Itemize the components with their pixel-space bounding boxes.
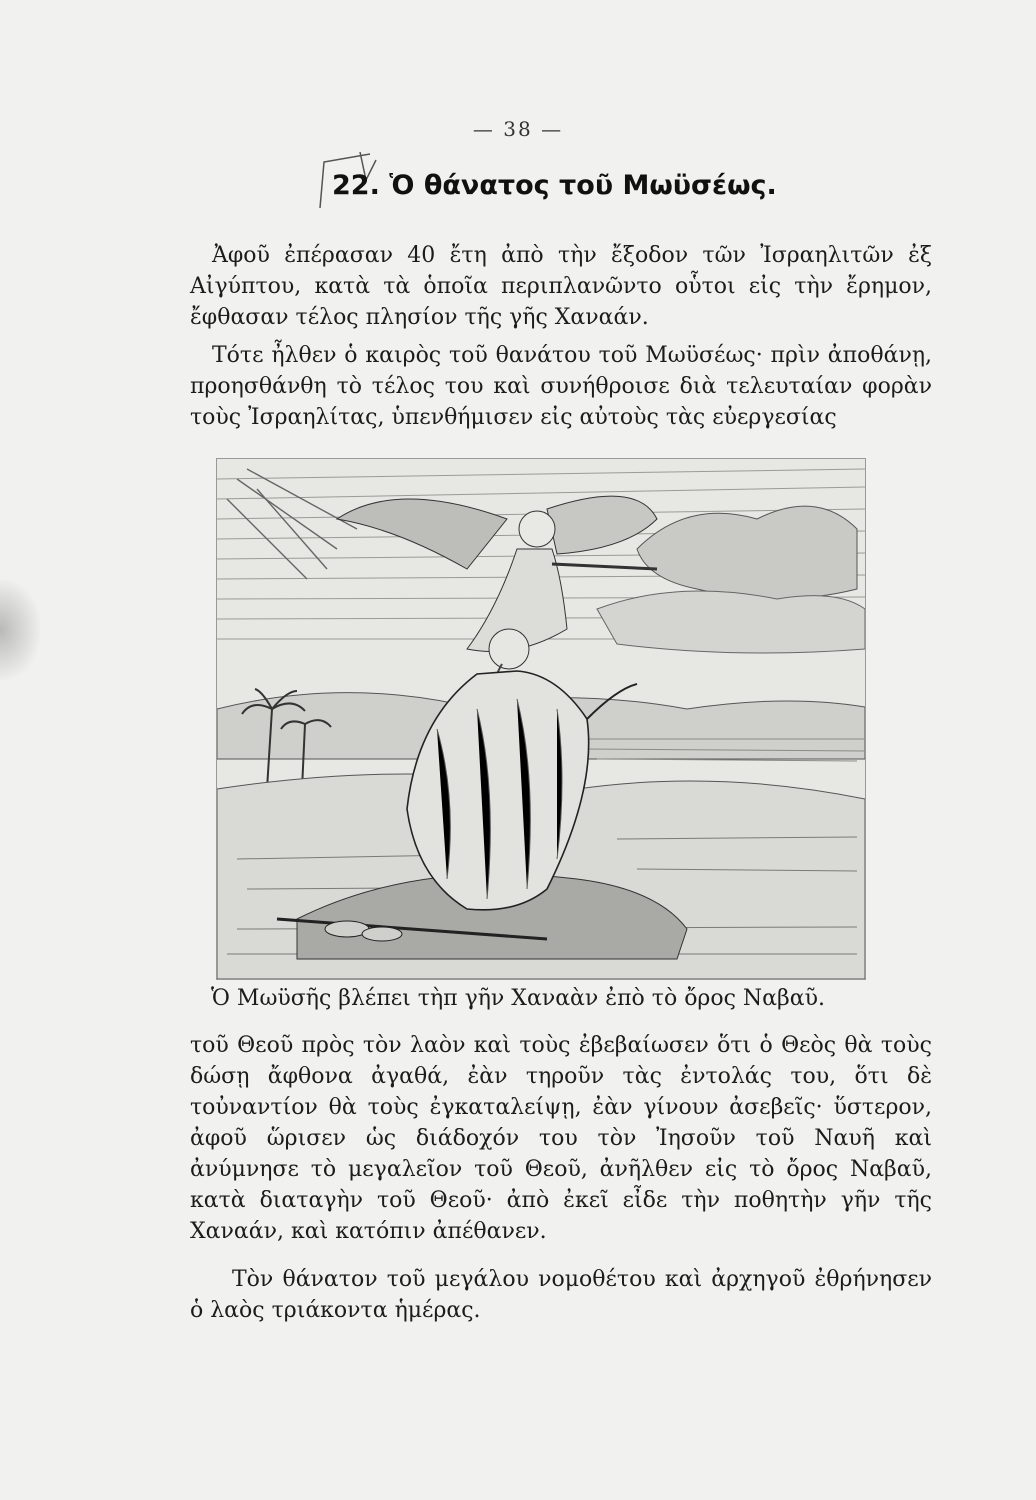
figure-caption: Ὁ Μωϋσῆς βλέπει τὴπ γῆν Χαναὰν ἐπὸ τὸ ὄρος Ναβαῦ. [211, 986, 825, 1011]
paper-stain [0, 580, 40, 680]
engraving-illustration [216, 458, 866, 980]
paragraph-3: τοῦ Θεοῦ πρὸς τὸν λαὸν καὶ τοὺς ἐβεβαίωσεν ὅτι ὁ Θεὸς θὰ τοὺς δώσῃ ἄφθονα ἀγαθά, ἐὰν τηροῦν τὰς ἐντολάς του, ὅτι δὲ τοὐναντίον θὰ τοὺς ἐγκαταλείψῃ, ἐὰν γίνουν ἀσεβεῖς· ὕστερον, ἀφοῦ ὥρισεν ὡς διάδοχόν του τὸν Ἰησοῦν τοῦ Ναυῆ καὶ ἀνύμνησε τὸ μεγαλεῖον τοῦ Θεοῦ, ἀνῆλθεν εἰς τὸ ὄρος Ναβαῦ, κατὰ διαταγὴν τοῦ Θεοῦ· ἀπὸ ἐκεῖ εἶδε τὴν ποθητὴν γῆν τῆς Χαναάν, καὶ κατόπιν ἀπέθανεν. [190, 1033, 932, 1244]
paragraph-1: Ἀφοῦ ἐπέρασαν 40 ἔτη ἀπὸ τὴν ἔξοδον τῶν Ἰσραηλιτῶν ἐξ Αἰγύπτου, κατὰ τὰ ὁποῖα περιπλανῶντο οὗτοι εἰς τὴν ἔρημον, ἔφθασαν τέλος πλησίον τῆς γῆς Χαναάν. [190, 243, 932, 330]
paragraph-4: Τὸν θάνατον τοῦ μεγάλου νομοθέτου καὶ ἀρχηγοῦ ἐθρήνησεν ὁ λαὸς τριάκοντα ἡμέρας. [190, 1267, 932, 1323]
page-number: — 38 — [472, 117, 564, 141]
moses-engraving-picture [217, 459, 865, 979]
paragraph-2: Τότε ἦλθεν ὁ καιρὸς τοῦ θανάτου τοῦ Μωϋσέως· πρὶν ἀποθάνῃ, προησθάνθη τὸ τέλος του καὶ συνήθροισε διὰ τελευταίαν φορὰν τοὺς Ἰσραηλίτας, ὑπενθήμισεν εἰς αὐτοὺς τὰς εὐεργεσίας [190, 343, 932, 430]
section-title: 22. Ὁ θάνατος τοῦ Μωϋσέως. [332, 170, 777, 201]
